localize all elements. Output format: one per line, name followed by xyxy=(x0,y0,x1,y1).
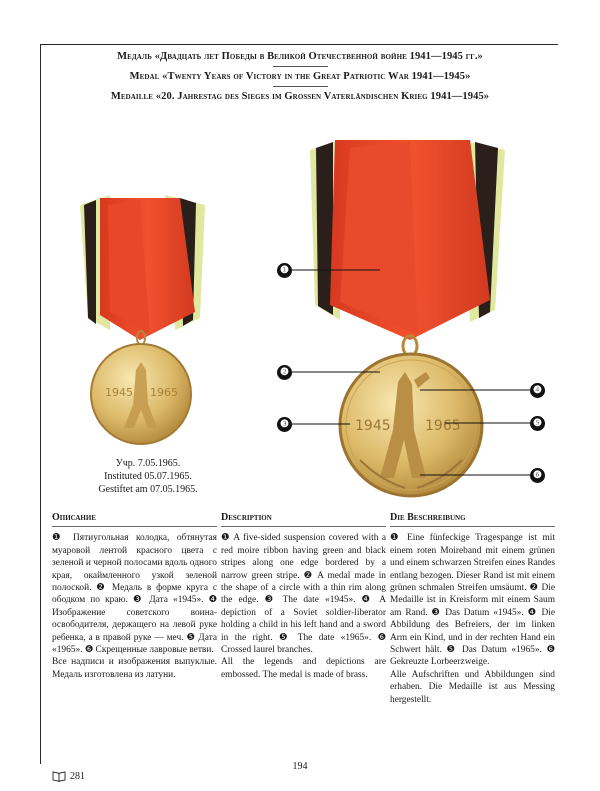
page-number: 194 xyxy=(292,761,308,772)
column-heading-de: Die Beschreibung xyxy=(390,512,555,527)
approval-de: Gestiftet am 07.05.1965. xyxy=(98,484,198,495)
paragraph-ru-2: Все надписи и изображения выпуклые. Медаль изготовлена из латуни. xyxy=(52,657,217,680)
book-icon xyxy=(52,771,66,782)
callout-2: ❷ xyxy=(277,365,292,380)
description-column-en xyxy=(221,512,386,681)
svg-text:1965: 1965 xyxy=(150,386,178,399)
column-heading-ru: Описание xyxy=(52,512,217,527)
paragraph-de-1: ❶ Eine fünfeckige Tragespange ist mit einem roten Moireband mit einem grünen und einem schwarzen Streifen eines Randes entlang bezogen. Dieser Rand ist mit einem grünen schmalen Streifen umsäumt. ❷ Die Medaille ist in Kreisform mit einem Saum am Rand. ❸ Das Datum «1945». ❹ Die Abbildung des Befreiers, der im linken Arm ein Kind, und in der rechten Hand ein Schwert hält. ❺ Das Datum «1965». ❻ Gekreuzte Lorbeerzweige. xyxy=(390,533,555,668)
svg-text:1945: 1945 xyxy=(105,386,133,399)
column-heading-en: Description xyxy=(221,512,386,527)
paragraph-en-2: All the legends and depictions are embossed. The medal is made of brass. xyxy=(221,657,386,680)
title-de: Medaille «20. Jahrestag des Sieges im Großen Vaterländischen Krieg 1941—1945» xyxy=(110,91,490,102)
small-medal-ribbon xyxy=(80,195,205,340)
description-column-de xyxy=(390,512,555,706)
title-en: Medal «Twenty Years of Victory in the Great Patriotic War 1941—1945» xyxy=(129,71,471,82)
approval-ru: Учр. 7.05.1965. xyxy=(115,458,181,469)
title-ru: Медаль «Двадцать лет Победы в Великой Отечественной войне 1941—1945 гг.» xyxy=(117,51,483,62)
callout-1: ❶ xyxy=(277,263,292,278)
paragraph-ru-1: ❶ Пятиугольная колодка, обтянутая муаровой лентой красного цвета с зеленой и черной полосами вдоль одного края, окаймленного узкой зеленой полоской. ❷ Медаль в форме круга с ободком по краю. ❸ Дата «1945». ❹ Изображение советского воина-освободителя, держащего на левой руке ребенка, а в правой руке — меч. ❺ Дата «1965». ❻ Скрещенные лавровые ветви. xyxy=(52,533,217,656)
catalog-reference xyxy=(52,771,85,782)
callout-4: ❹ xyxy=(530,383,545,398)
svg-text:1945: 1945 xyxy=(355,418,391,434)
description-column-ru xyxy=(52,512,217,681)
small-medal xyxy=(91,331,191,444)
approval-en: Instituted 05.07.1965. xyxy=(104,471,192,482)
svg-text:1965: 1965 xyxy=(425,418,461,434)
paragraph-de-2: Alle Aufschriften und Abbildungen sind erhaben. Die Medaille ist aus Messing hergestellt. xyxy=(390,669,555,705)
large-medal-ribbon xyxy=(310,140,505,340)
paragraph-en-1: ❶ A five-sided suspension covered with a red moire ribbon having green and black stripes along one edge bordered by a narrow green stripe. ❷ A medal made in the shape of a circle with a thin rim along the edge. ❸ The date «1945». ❹ A depiction of a Soviet soldier-liberator holding a child in his left hand and a sword in the right. ❺ The date «1965». ❻ Crossed laurel branches. xyxy=(221,533,386,656)
callout-6: ❻ xyxy=(530,468,545,483)
callout-5: ❺ xyxy=(530,416,545,431)
reference-number: 281 xyxy=(70,771,85,782)
large-medal xyxy=(340,336,482,496)
callout-3: ❸ xyxy=(277,417,292,432)
approval-dates xyxy=(68,457,228,496)
